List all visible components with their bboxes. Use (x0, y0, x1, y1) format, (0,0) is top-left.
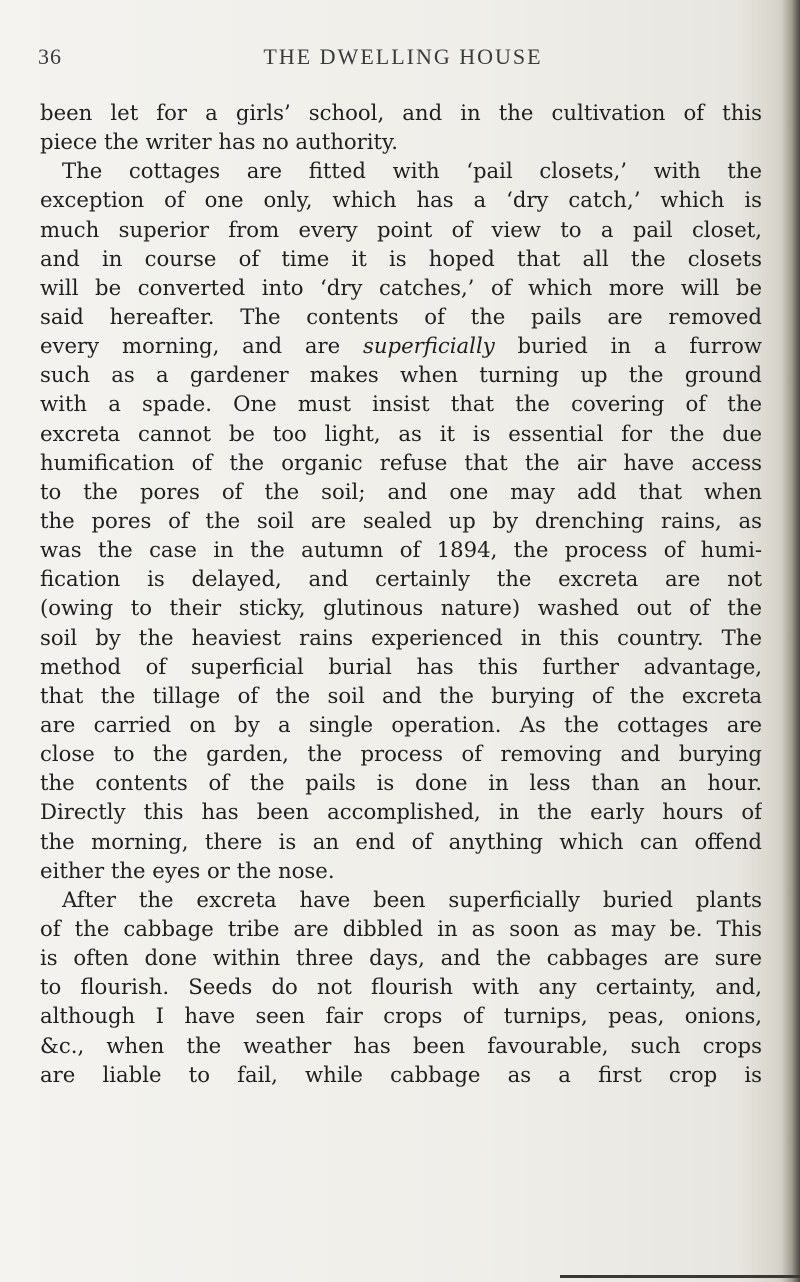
text-line: humification of the organic refuse that the air have access (40, 449, 762, 475)
text-line: excreta cannot be too light, as it is essential for the due (40, 420, 762, 446)
italic-emphasis: superficially (363, 333, 495, 359)
running-head: THE DWELLING HOUSE (263, 44, 543, 69)
text-line: was the case in the autumn of 1894, the process of humi- (40, 537, 762, 563)
text-line: that the tillage of the soil and the burying of the excreta (40, 682, 762, 708)
text-line: such as a gardener makes when turning up the ground (40, 362, 762, 388)
text-line: is often done within three days, and the cabbages are sure (40, 945, 762, 971)
text-line: are liable to fail, while cabbage as a first crop is (40, 1061, 762, 1087)
text-line: exception of one only, which has a ‘dry catch,’ which is (40, 187, 762, 213)
text-line: piece the writer has no authority. (40, 129, 398, 155)
page-number: 36 (38, 44, 62, 69)
text-line: and in course of time it is hoped that all the closets (40, 245, 762, 271)
text-line: the contents of the pails is done in less than an hour. (40, 770, 762, 796)
text-line: the pores of the soil are sealed up by drenching rains, as (40, 507, 762, 533)
text-line: close to the garden, the process of removing and burying (40, 741, 762, 767)
text-line: After the excreta have been superficially buried plants (62, 886, 762, 912)
text-line: fication is delayed, and certainly the excreta are not (40, 566, 762, 592)
body-text (40, 98, 762, 1089)
text-line: the morning, there is an end of anything which can offend (40, 828, 762, 854)
text-line: The cottages are fitted with ‘pail closets,’ with the (62, 158, 762, 184)
text-line: every morning, and are superficially buried in a furrow (40, 333, 762, 359)
binding-shadow (782, 0, 800, 1282)
text-line: (owing to their sticky, glutinous nature) washed out of the (40, 595, 762, 621)
text-line: Directly this has been accomplished, in the early hours of (40, 799, 762, 825)
text-line: &c., when the weather has been favourable, such crops (40, 1032, 762, 1058)
text-line: much superior from every point of view to a pail closet, (40, 216, 762, 242)
text-line: of the cabbage tribe are dibbled in as soon as may be. This (40, 915, 762, 941)
text-line: said hereafter. The contents of the pails are removed (40, 303, 762, 329)
page-header (38, 44, 768, 74)
text-line: to flourish. Seeds do not flourish with any certainty, and, (40, 974, 762, 1000)
text-line: either the eyes or the nose. (40, 857, 335, 883)
text-line: are carried on by a single operation. As the cottages are (40, 711, 762, 737)
text-line: with a spade. One must insist that the covering of the (40, 391, 762, 417)
text-line: to the pores of the soil; and one may add that when (40, 478, 762, 504)
bottom-rule (560, 1275, 800, 1278)
text-line: method of superficial burial has this further advantage, (40, 653, 762, 679)
text-line: will be converted into ‘dry catches,’ of which more will be (40, 274, 762, 300)
text-line: soil by the heaviest rains experienced in this country. The (40, 624, 762, 650)
text-line: been let for a girls’ school, and in the cultivation of this (40, 100, 762, 125)
text-line: although I have seen fair crops of turnips, peas, onions, (40, 1003, 762, 1029)
